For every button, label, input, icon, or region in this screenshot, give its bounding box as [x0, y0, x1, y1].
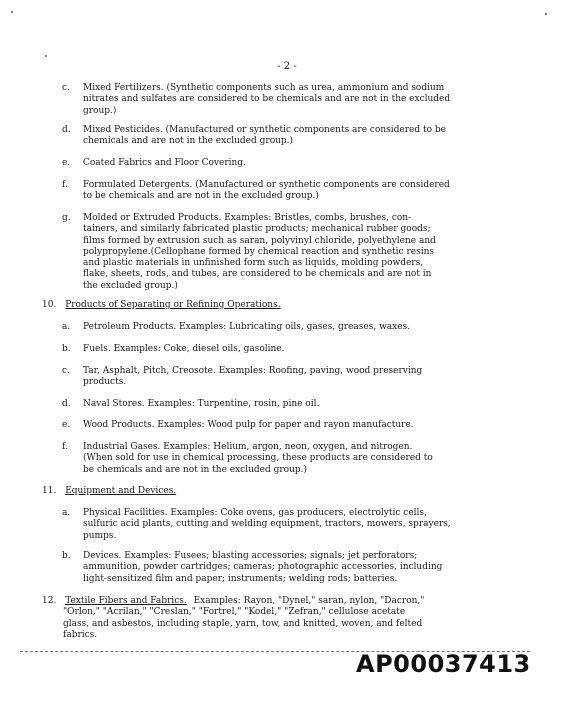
scan-speck [545, 13, 547, 15]
item-label: g. [62, 213, 71, 223]
item-label: c. [62, 366, 70, 376]
section-title: Textile Fibers and Fabrics. [65, 596, 187, 606]
page-number: - 2 - [277, 61, 297, 72]
item-line: pumps. [83, 530, 117, 541]
item-line: sulfuric acid plants, cutting and welding equipment, tractors, mowers, sprayers, [83, 519, 451, 530]
item-label: f. [62, 180, 68, 190]
item-label: a. [62, 322, 71, 332]
item-line: polypropylene.(Cellophane formed by chemical reaction and synthetic resins [83, 246, 434, 257]
section-10-heading [42, 300, 281, 311]
item-label: d. [62, 399, 71, 409]
item-line: products. [83, 377, 127, 388]
item-label: b. [62, 551, 71, 561]
item-line: nitrates and sulfates are considered to be chemicals and are not in the excluded [83, 94, 451, 105]
item-label: b. [62, 344, 71, 354]
item-line: tainers, and similarly fabricated plastic products; mechanical rubber goods; [83, 224, 431, 235]
item-label: a. [62, 508, 71, 518]
item-label: d. [62, 125, 71, 135]
item-line: the excluded group.) [83, 280, 178, 291]
item-line: Industrial Gases. Examples: Helium, argon, neon, oxygen, and nitrogen. [83, 442, 413, 452]
section-11-heading [42, 486, 176, 497]
section-title: Equipment and Devices. [65, 486, 177, 496]
item-line: light-sensitized film and paper; instruments; welding rods; batteries. [83, 573, 398, 584]
item-line: Fuels. Examples: Coke, diesel oils, gasoline. [83, 344, 285, 354]
item-line: "Orlon," "Acrilan," "Creslan," "Fortrel," "Kodel," "Zefran," cellulose acetate [63, 607, 406, 618]
section-number: 11. [42, 486, 57, 496]
item-line: ammunition, powder cartridges; cameras; photographic accessories, including [83, 562, 443, 573]
item-line: chemicals and are not in the excluded group.) [83, 136, 294, 147]
item-line: Mixed Fertilizers. (Synthetic components such as urea, ammonium and sodium [83, 83, 445, 93]
section-title: Products of Separating or Refining Operations. [65, 300, 281, 310]
item-line: flake, sheets, rods, and tubes, are considered to be chemicals and are not in [83, 269, 432, 280]
section-number: 12. [42, 596, 57, 606]
item-line: Naval Stores. Examples: Turpentine, rosin, pine oil. [83, 399, 320, 409]
item-line: (When sold for use in chemical processing, these products are considered to [83, 453, 433, 464]
item-line: group.) [83, 105, 117, 116]
item-line: to be chemicals and are not in the excluded group.) [83, 191, 319, 202]
item-line: Molded or Extruded Products. Examples: Bristles, combs, brushes, con- [83, 213, 412, 223]
scan-speck [11, 11, 13, 13]
item-line: Physical Facilities. Examples: Coke ovens, gas producers, electrolytic cells, [83, 508, 427, 518]
scan-speck [45, 55, 47, 57]
item-line: and plastic materials in unfinished form such as liquids, molding powders, [83, 258, 424, 269]
item-label: c. [62, 83, 70, 93]
item-line: Mixed Pesticides. (Manufactured or synthetic components are considered to be [83, 125, 446, 135]
item-line: Coated Fabrics and Floor Covering. [83, 158, 246, 168]
item-line: Tar, Asphalt, Pitch, Creosote. Examples: Roofing, paving, wood preserving [83, 366, 423, 376]
item-line: fabrics. [63, 629, 98, 640]
item-line: be chemicals and are not in the excluded group.) [83, 464, 307, 475]
item-label: f. [62, 442, 68, 452]
document-id-stamp: AP00037413 [356, 650, 531, 678]
section-12-first-line [42, 596, 424, 607]
item-line: Devices. Examples: Fusees; blasting accessories; signals; jet perforators; [83, 551, 418, 561]
item-line: Formulated Detergents. (Manufactured or synthetic components are considered [83, 180, 450, 190]
item-label: e. [62, 158, 71, 168]
item-label: e. [62, 420, 71, 430]
item-line: Examples: Rayon, "Dynel," saran, nylon, "Dacron," [193, 596, 425, 606]
item-line: films formed by extrusion such as saran, polyvinyl chloride, polyethylene and [83, 235, 436, 246]
item-line: glass, and asbestos, including staple, yarn, tow, and knitted, woven, and felted [63, 618, 423, 629]
item-line: Petroleum Products. Examples: Lubricating oils, gases, greases, waxes. [83, 322, 411, 332]
item-line: Wood Products. Examples: Wood pulp for paper and rayon manufacture. [83, 420, 414, 430]
section-number: 10. [42, 300, 57, 310]
